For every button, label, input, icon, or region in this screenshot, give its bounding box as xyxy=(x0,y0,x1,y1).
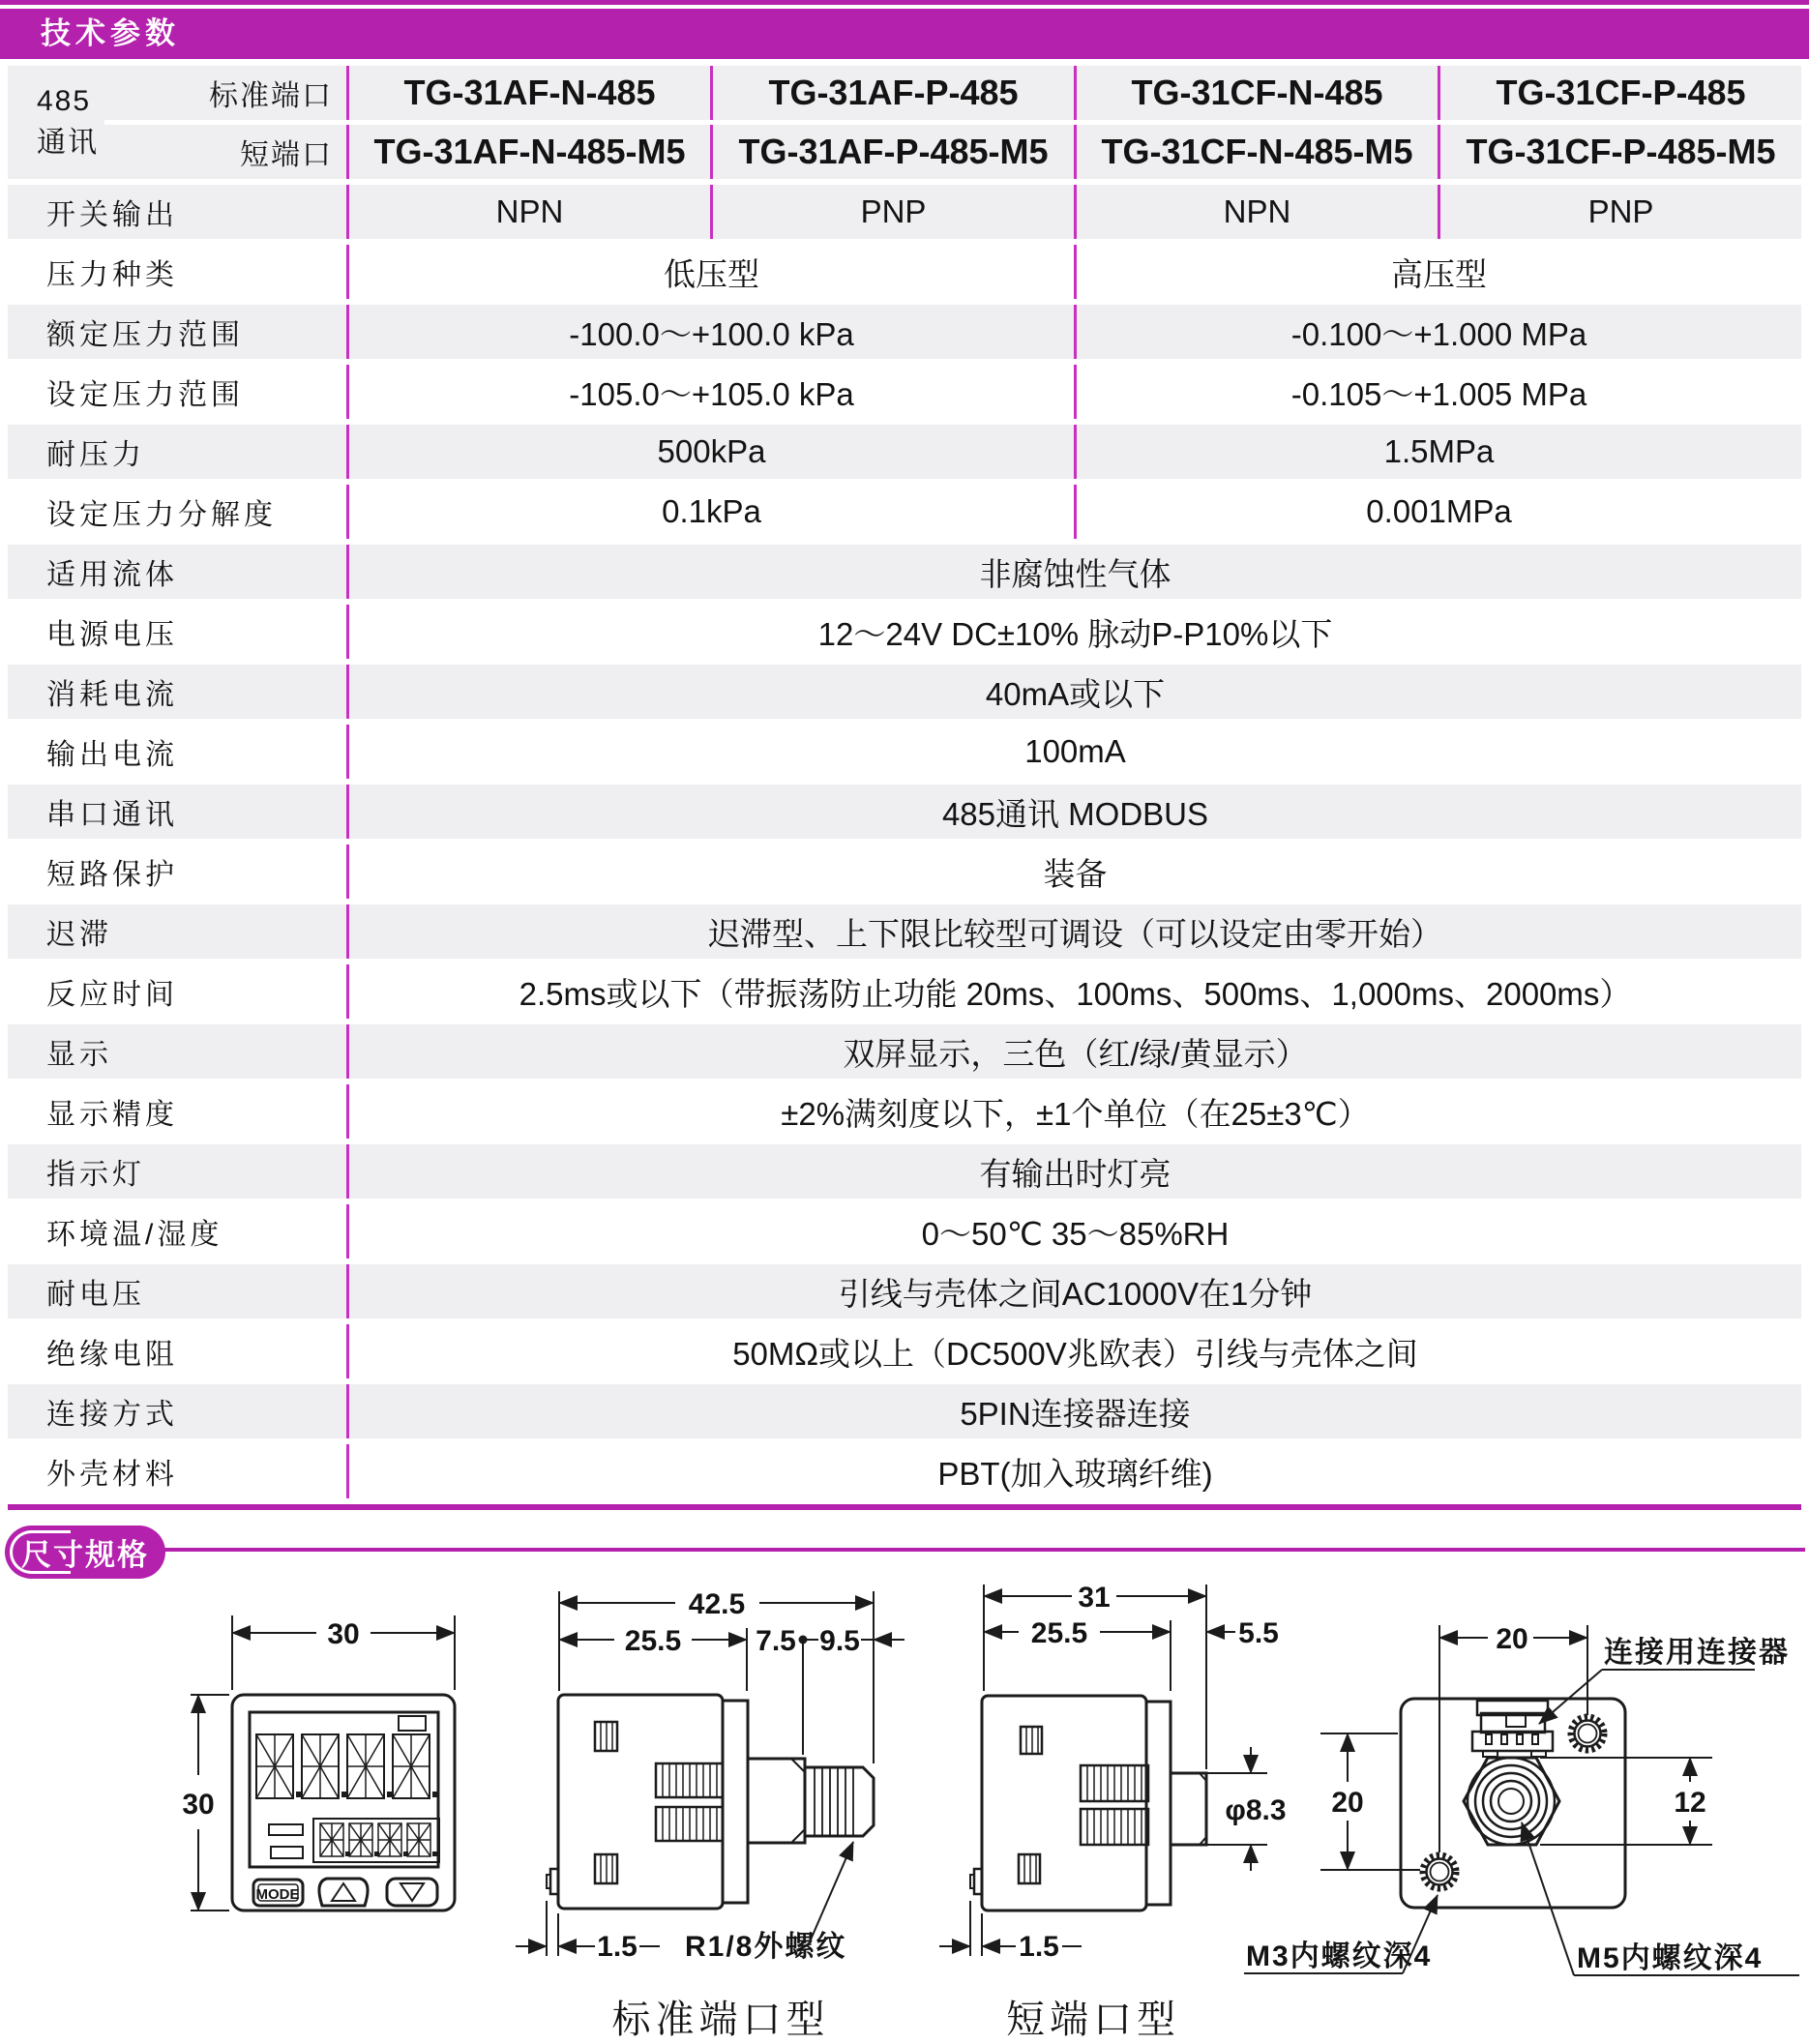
section-header-tech-specs xyxy=(0,9,1809,59)
spec-row xyxy=(8,785,1801,839)
screw-hole-top-right xyxy=(1571,1717,1604,1750)
rear-flange xyxy=(1146,1702,1171,1905)
rear-flange xyxy=(723,1701,748,1903)
spec-row xyxy=(8,1444,1801,1498)
model-number: TG-31CF-N-485-M5 xyxy=(1074,125,1438,179)
spec-row xyxy=(8,665,1801,719)
threaded-port xyxy=(748,1759,874,1843)
m3-note: M3内螺纹深4 xyxy=(1246,1940,1433,1972)
spec-label: 指示灯 xyxy=(8,1144,346,1199)
dim-std-body: 25.5 xyxy=(624,1625,682,1657)
spec-row xyxy=(8,605,1801,659)
spec-row xyxy=(8,1204,1801,1259)
spec-label: 显示精度 xyxy=(8,1084,346,1139)
mode-button-label: MODE xyxy=(255,1886,300,1903)
spec-value: 引线与壳体之间AC1000V在1分钟 xyxy=(346,1264,1801,1318)
main-digit-display xyxy=(256,1734,438,1798)
spec-row xyxy=(8,1324,1801,1378)
spec-label: 开关输出 xyxy=(8,185,346,239)
spec-value: PBT(加入玻璃纤维) xyxy=(346,1444,1801,1498)
dim-short-tab: 1.5 xyxy=(1019,1931,1059,1963)
spec-row xyxy=(8,185,1801,239)
spec-row xyxy=(8,425,1801,479)
mounting-tab-step xyxy=(547,1875,550,1888)
spec-value: 0～50℃ 35～85%RH xyxy=(346,1204,1801,1259)
sensor-body-rear xyxy=(1401,1699,1625,1908)
spec-row xyxy=(8,305,1801,359)
dim-front-width: 30 xyxy=(327,1618,360,1650)
table-bottom-border xyxy=(8,1504,1801,1510)
spec-value: -0.100～+1.000 MPa xyxy=(1074,305,1801,359)
section-rule xyxy=(163,1548,1805,1552)
pin-connector xyxy=(1472,1701,1553,1757)
comm-group-label: 485通讯 xyxy=(8,66,104,179)
output-indicator-2 xyxy=(271,1847,303,1858)
model-number: TG-31AF-P-485-M5 xyxy=(710,125,1074,179)
spec-label: 输出电流 xyxy=(8,725,346,779)
spec-row xyxy=(8,1264,1801,1318)
spec-value: 485通讯 MODBUS xyxy=(346,785,1801,839)
status-indicator xyxy=(399,1716,426,1731)
spec-value: 1.5MPa xyxy=(1074,425,1801,479)
dim-short-tip: 5.5 xyxy=(1238,1617,1279,1649)
thread-note: R1/8外螺纹 xyxy=(685,1931,847,1963)
comm-block xyxy=(8,66,1801,179)
model-number: TG-31CF-P-485 xyxy=(1438,66,1801,120)
spec-label: 设定压力分解度 xyxy=(8,485,346,539)
spec-value: NPN xyxy=(1074,185,1438,239)
spec-table xyxy=(0,59,1809,1498)
spec-value: 双屏显示，三色（红/绿/黄显示） xyxy=(346,1024,1801,1079)
spec-label: 额定压力范围 xyxy=(8,305,346,359)
spec-label: 消耗电流 xyxy=(8,665,346,719)
model-number: TG-31AF-P-485 xyxy=(710,66,1074,120)
spec-label: 电源电压 xyxy=(8,605,346,659)
caption-standard-port: 标准端口型 xyxy=(611,1999,830,2041)
spec-value: 12～24V DC±10% 脉动P-P10%以下 xyxy=(346,605,1801,659)
output-indicator-1 xyxy=(269,1824,303,1835)
connector-note: 连接用连接器 xyxy=(1604,1637,1790,1669)
dim-rear-right: 12 xyxy=(1674,1787,1706,1819)
rear-view-drawing xyxy=(1238,1577,1809,1983)
spec-value: 500kPa xyxy=(346,425,1074,479)
spec-value: 高压型 xyxy=(1074,245,1801,299)
spec-value: PNP xyxy=(1438,185,1801,239)
model-number: TG-31AF-N-485 xyxy=(346,66,710,120)
spec-value: 40mA或以下 xyxy=(346,665,1801,719)
spec-label: 反应时间 xyxy=(8,964,346,1019)
dim-std-mid: 7.5 xyxy=(756,1625,796,1657)
dim-short-total: 31 xyxy=(1078,1582,1111,1614)
hex-port-fitting xyxy=(1464,1758,1559,1845)
dim-short-body: 25.5 xyxy=(1030,1617,1088,1649)
spec-label: 环境温/湿度 xyxy=(8,1204,346,1259)
spec-row xyxy=(8,245,1801,299)
sub-digit-display xyxy=(320,1823,437,1856)
spec-row xyxy=(8,1024,1801,1079)
spec-label: 外壳材料 xyxy=(8,1444,346,1498)
mounting-tab-step xyxy=(970,1875,974,1888)
spec-label: 压力种类 xyxy=(8,245,346,299)
mounting-tab xyxy=(974,1869,982,1894)
spec-value: 100mA xyxy=(346,725,1801,779)
model-number: TG-31CF-N-485 xyxy=(1074,66,1438,120)
m5-note: M5内螺纹深4 xyxy=(1577,1942,1764,1974)
spec-label: 设定压力范围 xyxy=(8,365,346,419)
spec-label: 绝缘电阻 xyxy=(8,1324,346,1378)
spec-value: 50MΩ或以上（DC500V兆欧表）引线与壳体之间 xyxy=(346,1324,1801,1378)
spec-row xyxy=(8,1384,1801,1438)
dim-short-diameter: φ8.3 xyxy=(1225,1794,1287,1826)
sensor-body-side xyxy=(558,1695,723,1909)
spec-value: 0.001MPa xyxy=(1074,485,1801,539)
caption-short-port: 短端口型 xyxy=(1006,1999,1180,2041)
spec-label: 耐压力 xyxy=(8,425,346,479)
screw-hole-bottom-left xyxy=(1423,1855,1456,1888)
spec-value: 低压型 xyxy=(346,245,1074,299)
vent-slots xyxy=(595,1722,723,1883)
up-button xyxy=(319,1879,368,1906)
spec-value: 5PIN连接器连接 xyxy=(346,1384,1801,1438)
down-button xyxy=(387,1879,437,1906)
spec-row xyxy=(8,844,1801,899)
spec-label: 短路保护 xyxy=(8,844,346,899)
spec-row xyxy=(8,964,1801,1019)
sensor-body-side xyxy=(982,1696,1146,1911)
spec-row xyxy=(8,725,1801,779)
spec-row xyxy=(8,365,1801,419)
spec-row xyxy=(8,485,1801,539)
dim-std-tip: 9.5 xyxy=(819,1625,860,1657)
dim-std-tab: 1.5 xyxy=(597,1931,638,1963)
dimension-section xyxy=(0,1519,1809,2043)
port-type-label: 短端口 xyxy=(104,125,346,179)
mounting-tab xyxy=(550,1869,558,1894)
spec-value: 有输出时灯亮 xyxy=(346,1144,1801,1199)
standard-port-drawing xyxy=(513,1577,929,1964)
spec-value: 迟滞型、上下限比较型可调设（可以设定由零开始） xyxy=(346,904,1801,959)
port-type-label: 标准端口 xyxy=(104,66,346,120)
mode-button xyxy=(253,1880,303,1906)
spec-label: 迟滞 xyxy=(8,904,346,959)
model-number: TG-31CF-P-485-M5 xyxy=(1438,125,1801,179)
spec-label: 适用流体 xyxy=(8,545,346,599)
spec-label: 耐电压 xyxy=(8,1264,346,1318)
spec-value: 装备 xyxy=(346,844,1801,899)
section-badge-label: 尺寸规格 xyxy=(21,1538,149,1572)
spec-value: 2.5ms或以下（带振荡防止功能 20ms、100ms、500ms、1,000ms、2000ms） xyxy=(346,964,1801,1019)
top-accent-strip xyxy=(0,0,1809,5)
spec-value: NPN xyxy=(346,185,710,239)
spec-row xyxy=(8,1144,1801,1199)
spec-row xyxy=(8,545,1801,599)
model-number: TG-31AF-N-485-M5 xyxy=(346,125,710,179)
section-badge-dimensions xyxy=(5,1526,165,1579)
dim-rear-top: 20 xyxy=(1496,1623,1528,1655)
spec-value: ±2%满刻度以下，±1个单位（在25±3℃） xyxy=(346,1084,1801,1139)
spec-label: 串口通讯 xyxy=(8,785,346,839)
front-view-drawing xyxy=(92,1582,479,1949)
spec-value: -0.105～+1.005 MPa xyxy=(1074,365,1801,419)
spec-label: 显示 xyxy=(8,1024,346,1079)
spec-row xyxy=(8,904,1801,959)
short-port-stub xyxy=(1171,1773,1206,1845)
spec-label: 连接方式 xyxy=(8,1384,346,1438)
page-title: 技术参数 xyxy=(41,16,180,50)
dim-std-total: 42.5 xyxy=(688,1588,746,1620)
dim-front-height: 30 xyxy=(182,1789,215,1821)
spec-value: 非腐蚀性气体 xyxy=(346,545,1801,599)
spec-row xyxy=(8,1084,1801,1139)
vent-slots xyxy=(1019,1727,1148,1883)
spec-value: PNP xyxy=(710,185,1074,239)
spec-value: 0.1kPa xyxy=(346,485,1074,539)
spec-value: -105.0～+105.0 kPa xyxy=(346,365,1074,419)
spec-value: -100.0～+100.0 kPa xyxy=(346,305,1074,359)
dim-rear-left: 20 xyxy=(1331,1787,1364,1819)
